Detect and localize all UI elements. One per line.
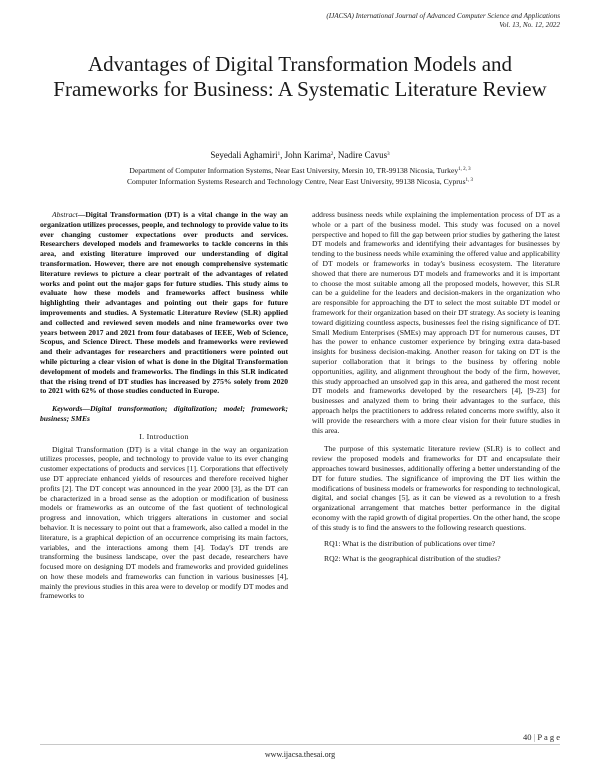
section-heading-introduction: I. Introduction — [139, 431, 189, 441]
keywords: Keywords—Digital transformation; digitalization; model; framework; business; SMEs — [40, 404, 288, 423]
affiliation-text: Department of Computer Information Systems, Near East University, Mersin 10, TR-99138 Nicosia, Turkey — [129, 166, 459, 175]
author-sup: 1 — [277, 152, 281, 157]
author-name: Nadire Cavus — [337, 150, 388, 160]
affiliation-2 — [40, 177, 560, 187]
author-sup: 3 — [387, 152, 390, 157]
author-list: Seyedali Aghamiri$^1$, John Karima$^2$, Nadire Cavus$^3$ — [210, 150, 390, 160]
abstract-text: —Digital Transformation (DT) is a vital change in the way an organization utilizes processes, people, and technology to provide value to its ever changing customer expectations over products and services. Researchers developed models and frameworks to tackle concerns in this area, and existing literature improved our understanding of digital transformation. However, there are not enough comprehensive systematic literature reviews to picture a clear portrait of the advantages of related works and point out the major gaps for future studies. This study aims to evaluate how these models and frameworks affect business while highlighting their advantages and pointing out their gaps for future improvements and studies. A Systematic Literature Review (SLR) applied and collected and reviewed seven models and nine frameworks over two years between 2017 and 2021 from four databases of IEEE, Web of Science, Scopus, and Science Direct. These models and frameworks were reviewed and their advantages for researchers and practitioners were pointed out while picturing a clear vision of what is done in the Digital Transformation development of models and frameworks. The findings in this SLR indicated that the rising trend of DT studies has increased by 275% solely from 2020 to 2021 with 62% of those studies conducted in Europe. — [40, 210, 288, 396]
author-sup: 2 — [330, 152, 334, 157]
intro-paragraph: Digital Transformation (DT) is a vital change in the way an organization utilizes processes, people, and technology to provide value to its ever changing customer expectations of products and services [1]. Corporations that effectively use DT appreciate enhanced yields of resources and therefore received higher profits [2]. The DT concept was announced in the year 2000 [3], as the DT can be characterized in a broad sense as the adoption or modification of business models or frameworks as an outcome of the fast quotient of technological progress and innovation, which triggers alterations in customer and social behavior. It is necessary to point out that a framework, also called a model in the literature, is a graphical depiction of an occurrence comprising its main factors, variables, and the interactions among them [4]. Today's DT trends are transforming the business landscape, over the past decade, researchers have focused more on designing DT models and frameworks and provided guidelines on how these models and frameworks can function in various businesses [4], mainly the previous studies in this area were to develop or modify DT modes and frameworks to — [40, 444, 288, 601]
body-paragraph: The purpose of this systematic literature review (SLR) is to collect and review the proposed models and frameworks for DT and encapsulate their approaches toward businesses, additionally offering a better understanding of the DT for future studies. The significance of improving the DT lies within the modifications of business models or frameworks for responding to technological, digital, and social changes [5], as it can be viewed as a revolution to a fresh organizational arrangement that matches better performance in the digital economy with the rapid growth of digital properties. On the other hand, the scope of this study is to find the answers to the following research questions. — [312, 444, 560, 532]
page-label: P a g e — [537, 732, 560, 742]
paper-title: Advantages of Digital Transformation Models and Frameworks for Business: A Systematic Literature Review — [53, 52, 547, 101]
abstract — [40, 210, 288, 396]
right-column — [312, 210, 560, 564]
journal-name: (IJACSA) International Journal of Advanced Computer Science and Applications — [326, 12, 560, 20]
page-number — [523, 732, 560, 742]
body-paragraph: address business needs while explaining the implementation process of DT as a whole or a part of the business model. This study was focused on a novel perspective and hoped to fill the gap between prior studies by gathering the latest DT models and frameworks and identifying their advantages for businesses by tending to the business needs while examining the offered value and applicability of DT models or frameworks in today's business ecosystem. The literature showed that there are numerous DT models and frameworks and it is important to choose the most suitable among all the proposed models, however, this SLR can be a guideline for the leaders and decision-makers in the organization who are responsible for approaching the DT to select the most suitable DT model or framework for their organization based on their DT strategy. As society is leaning toward digitizing countless aspects, businesses feel the rising significance of DT. Small Medium Enterprises (SMEs) may approach DT for numerous causes, DT has the power to enhance customer experience by bringing extra data-based insights for business decision-making. Another reason for taking on DT is the superior collaboration that it brings to the business by offering noble opportunities, agility, and alignment throughout the body of the firm, however, this study approached an unsolved gap in this area, and gathered the most recent DT models and frameworks developed by the researchers [4], [9-23] for businesses and analyzed them to bring their advantages to the surface, this approach helps the practitioners to address related concerns more swiftly, also it will provide the researchers with a more clear vision for their future studies in this area. — [312, 210, 560, 435]
author-name: Seyedali Aghamiri — [210, 150, 278, 160]
left-column — [40, 210, 288, 601]
page-separator: | — [531, 732, 538, 742]
affiliation-text: Computer Information Systems Research and Technology Centre, Near East University, 99138 Nicosia, Cyprus — [126, 177, 466, 186]
footer-url: www.ijacsa.thesai.org — [264, 750, 336, 759]
research-question-2: RQ2: What is the geographical distribution of the studies? — [324, 554, 501, 564]
affiliation-sup: 1, 3 — [465, 178, 474, 183]
author-name: John Karima — [284, 150, 331, 160]
journal-volume: Vol. 13, No. 12, 2022 — [499, 21, 560, 29]
abstract-label: Abstract — [52, 210, 78, 219]
journal-header — [200, 12, 560, 30]
affiliation-sup: 1, 2, 3 — [458, 167, 471, 172]
page-number-value: 40 — [522, 732, 532, 742]
footer-divider — [40, 744, 560, 745]
research-question-1: RQ1: What is the distribution of publications over time? — [324, 538, 496, 548]
affiliation-1 — [40, 166, 560, 176]
